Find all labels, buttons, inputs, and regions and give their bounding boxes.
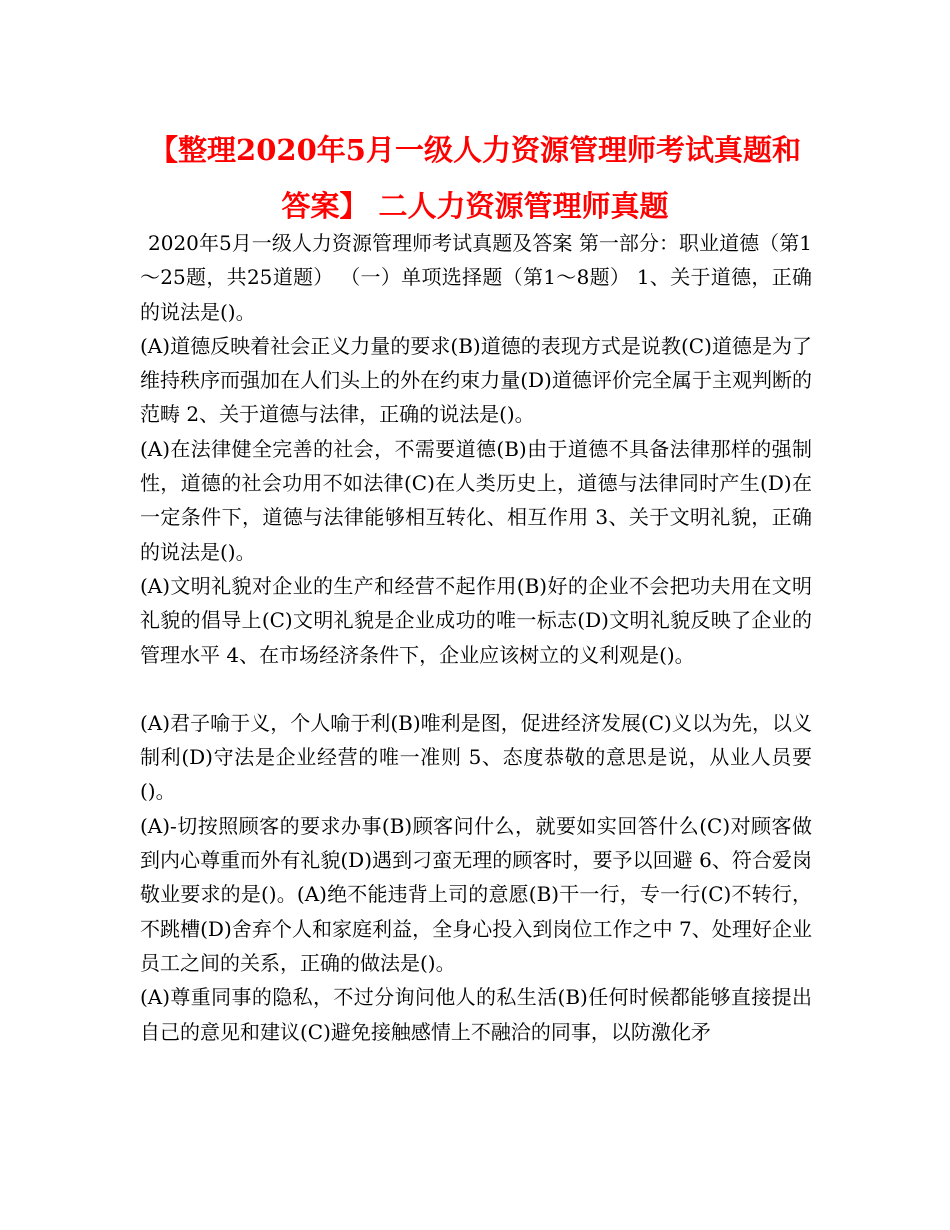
paragraph-options-question-6-7: (A)-切按照顾客的要求办事(B)顾客问什么，就要如实回答什么(C)对顾客做到内心尊重而外有礼貌(D)遇到刁蛮无理的顾客时，要予以回避 6、符合爱岗敬业要求的是()。(A)绝不能违背上司的意愿(B)干一行，专一行(C)不转行，不跳槽(D)舍弃个人和家庭利益，全身心投入到岗位工作之中 7、处理好企业员工之间的关系，正确的做法是()。 bbox=[140, 813, 812, 975]
paragraph-gap bbox=[140, 672, 812, 706]
paragraph-options-question-5: (A)君子喻于义，个人喻于利(B)唯利是图，促进经济发展(C)义以为先，以义制利(D)守法是企业经营的唯一准则 5、态度恭敬的意思是说，从业人员要()。 bbox=[140, 710, 812, 804]
paragraph-intro-question-1: 2020年5月一级人力资源管理师考试真题及答案 第一部分：职业道德（第1～25题，共25道题） （一）单项选择题（第1～8题） 1、关于道德，正确的说法是()。 bbox=[140, 231, 812, 324]
paragraph-options-question-3: (A)在法律健全完善的社会，不需要道德(B)由于道德不具备法律那样的强制性，道德的社会功用不如法律(C)在人类历史上，道德与法律同时产生(D)在一定条件下，道德与法律能够相互转化、相互作用 3、关于文明礼貌，正确的说法是()。 bbox=[140, 436, 812, 564]
document-title: 【整理2020年5月一级人力资源管理师考试真题和答案】 二人力资源管理师真题 bbox=[149, 133, 801, 223]
document-body bbox=[140, 226, 812, 1049]
paragraph-options-question-7-partial: (A)尊重同事的隐私，不过分询问他人的私生活(B)任何时候都能够直接提出自己的意见和建议(C)避免接触感情上不融洽的同事，以防激化矛 bbox=[140, 985, 812, 1044]
paragraph-options-question-2: (A)道德反映着社会正义力量的要求(B)道德的表现方式是说教(C)道德是为了维持秩序而强加在人们头上的外在约束力量(D)道德评价完全属于主观判断的范畴 2、关于道德与法律，正确的说法是()。 bbox=[140, 333, 812, 427]
paragraph-options-question-4: (A)文明礼貌对企业的生产和经营不起作用(B)好的企业不会把功夫用在文明礼貌的倡导上(C)文明礼貌是企业成功的唯一标志(D)文明礼貌反映了企业的管理水平 4、在市场经济条件下，企业应该树立的义利观是()。 bbox=[140, 573, 812, 667]
